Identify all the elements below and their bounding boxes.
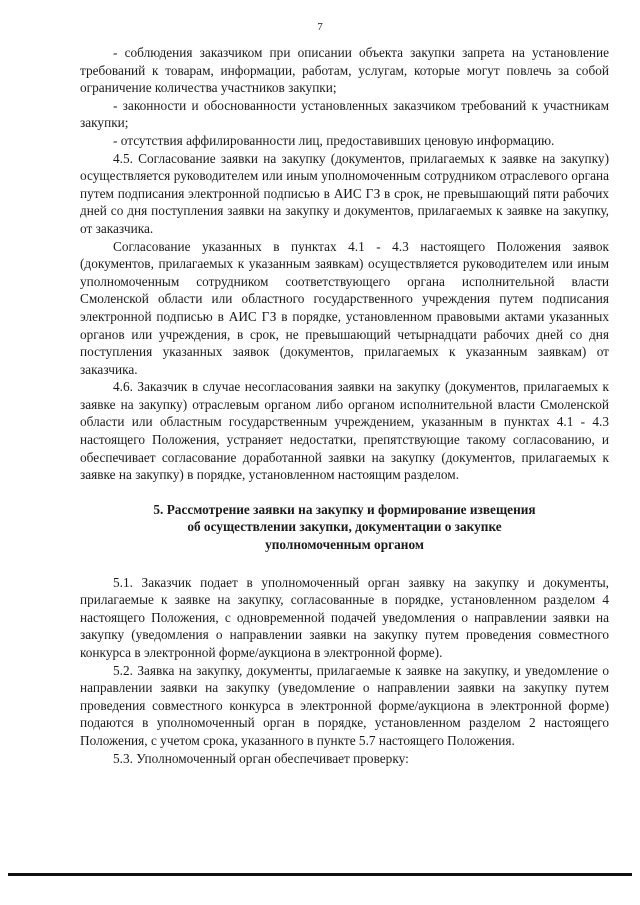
paragraph: 5.3. Уполномоченный орган обеспечивает проверку:	[113, 750, 409, 766]
page-number: 7	[317, 21, 323, 33]
section-title-line: об осуществлении закупки, документации о закупке	[187, 519, 502, 535]
paragraph: - соблюдения заказчиком при описании объекта закупки запрета на установление требований к товарам, информации, работам, услугам, которые могут повлечь за собой ограничение количества участников закупки;	[80, 45, 609, 96]
footer-divider	[8, 873, 632, 876]
paragraph: 4.5. Согласование заявки на закупку (документов, прилагаемых к заявке на закупку) осуществляется руководителем или иным уполномоченным сотрудником отраслевого органа путем подписания электронной подписью в АИС ГЗ в срок, не превышающий пяти рабочих дней со дня поступления заявки на закупку и документов, прилагаемых к заявке на закупку, от заказчика.	[80, 150, 609, 236]
section-title-line: 5. Рассмотрение заявки на закупку и формирование извещения	[153, 501, 536, 517]
paragraph: Согласование указанных в пунктах 4.1 - 4.3 настоящего Положения заявок (документов, прилагаемых к указанным заявкам) осуществляется руководителем или иным уполномоченным сотрудником соответствующего органа исполнительной власти Смоленской области или областного государственного учреждения путем подписания электронной подписью в АИС ГЗ в порядке, установленном правовыми актами указанных органов или учреждения, в срок, не превышающий четырнадцати рабочих дней со дня поступления указанных заявок (документов, прилагаемых к указанным заявкам) от заказчика.	[80, 238, 609, 377]
paragraph: - отсутствия аффилированности лиц, предоставивших ценовую информацию.	[113, 132, 555, 148]
paragraph: 5.2. Заявка на закупку, документы, прилагаемые к заявке на закупку, и уведомление о направлении заявки на закупку (уведомление о направлении заявки на закупку путем проведения совместного конкурса в электронной форме/аукциона в электронной форме) подаются в уполномоченный орган в порядке, установленном разделом 2 настоящего Положения, с учетом срока, указанного в пункте 5.7 настоящего Положения.	[80, 662, 609, 748]
paragraph: 4.6. Заказчик в случае несогласования заявки на закупку (документов, прилагаемых к заявке на закупку) отраслевым органом либо органом исполнительной власти Смоленской области или областным государственным учреждением, указанным в пунктах 4.1 - 4.3 настоящего Положения, устраняет недостатки, препятствующие такому согласованию, и обеспечивает согласование доработанной заявки на закупку (документов, прилагаемых к заявке на закупку) в порядке, установленном настоящим разделом.	[80, 379, 609, 483]
section-title-line: уполномоченным органом	[265, 537, 424, 553]
paragraph: 5.1. Заказчик подает в уполномоченный орган заявку на закупку и документы, прилагаемые к заявке на закупку, согласованные в порядке, установленном разделом 4 настоящего Положения, с одновременной подачей уведомления о направлении заявки на закупку (уведомления о направлении заявки на закупку путем проведения совместного конкурса в электронной форме/аукциона в электронной форме).	[80, 574, 609, 660]
section-title	[80, 501, 609, 554]
paragraph: - законности и обоснованности установленных заказчиком требований к участникам закупки;	[80, 97, 609, 131]
document-body	[80, 44, 609, 767]
